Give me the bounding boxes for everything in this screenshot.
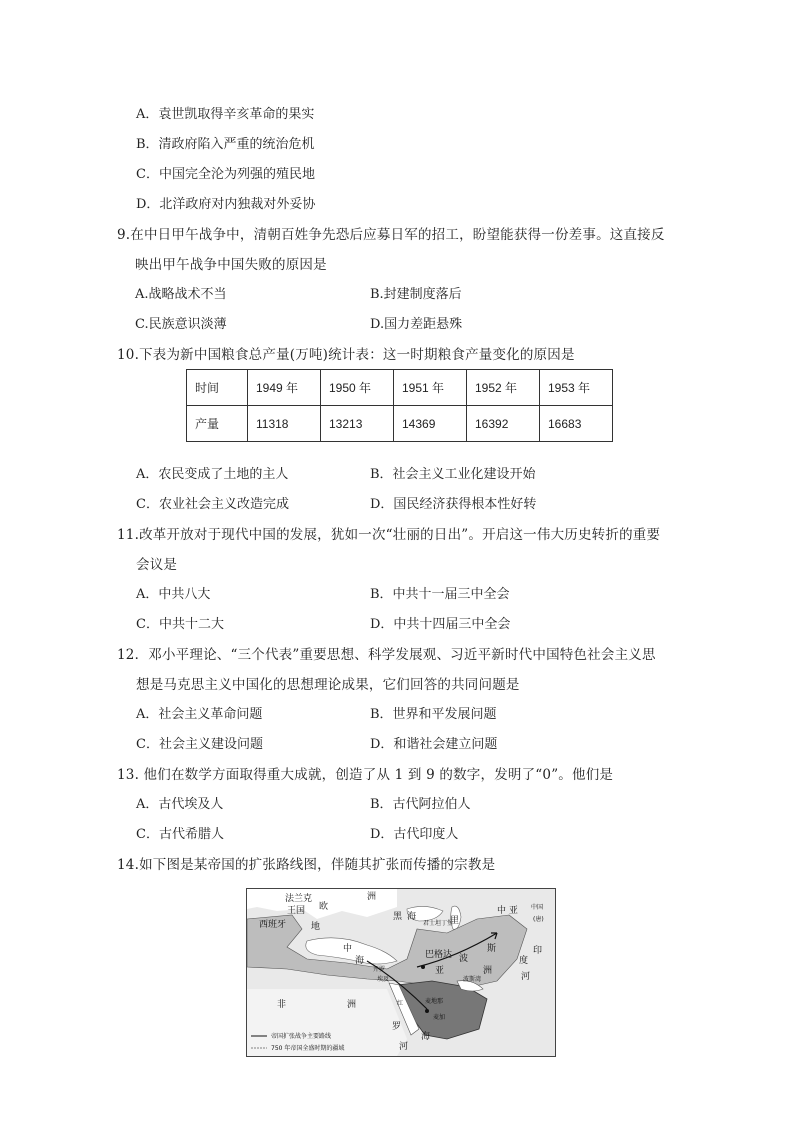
map-label: 河 [521,972,531,982]
empire-expansion-map [246,888,556,1057]
q12-option-a: A．社会主义革命问题 [136,707,263,722]
q10-option-b: B．社会主义工业化建设开始 [370,467,536,482]
q12-option-d: D．和谐社会建立问题 [370,737,498,752]
map-label: 麦加 [433,1014,446,1021]
q9-option-d: D.国力差距悬殊 [370,317,463,332]
map-label: 洲 [367,892,377,902]
map-label: 印 [533,946,543,956]
map-label: 海 [355,956,365,966]
table-cell: 11318 [248,406,321,442]
table-cell: 1953 年 [540,370,613,406]
q11-option-a: A．中共八大 [136,587,211,602]
map-label: 王国 [287,906,306,916]
q13-option-b: B．古代阿拉伯人 [370,797,471,812]
q13-option-d: D．古代印度人 [370,827,459,842]
q10-option-a: A．农民变成了土地的主人 [136,467,289,482]
map-label: 巴格达 [425,950,453,960]
q8-option-d: D．北洋政府对内独裁对外妥协 [136,197,316,212]
q10-stem: 10.下表为新中国粮食总产量(万吨)统计表：这一时期粮食产量变化的原因是 [117,347,575,363]
q12-stem-line1: 12．邓小平理论、“三个代表”重要思想、科学发展观、习近平新时代中国特色社会主义思 [117,647,656,663]
table-cell: 16683 [540,406,613,442]
q12-option-c: C．社会主义建设问题 [136,737,263,752]
map-label: 西班牙 [259,920,287,930]
q12-option-b: B．世界和平发展问题 [370,707,497,722]
table-cell: 1952 年 [467,370,540,406]
table-cell: 1951 年 [394,370,467,406]
map-label: 罗 [392,1022,402,1032]
q10-option-c: C．农业社会主义改造完成 [136,497,289,512]
legend-area-label: 750 年帝国全盛时期的疆域 [271,1045,345,1052]
q9-option-c: C.民族意识淡薄 [135,317,227,332]
mecca-dot [425,1009,429,1013]
map-label: 地 [311,922,321,932]
q14-stem: 14.如下图是某帝国的扩张路线图，伴随其扩张而传播的宗教是 [117,857,496,873]
map-label: 海 [407,912,417,922]
table-cell: 14369 [394,406,467,442]
q12-stem-line2: 想是马克思主义中国化的思想理论成果，它们回答的共同问题是 [136,677,520,693]
q11-stem-line1: 11.改革开放对于现代中国的发展，犹如一次“壮丽的日出”。开启这一伟大历史转折的重要 [117,527,661,543]
map-label: 斯 [487,944,497,954]
q13-option-a: A．古代埃及人 [136,797,224,812]
legend-route-label: 帝国扩张战争主要路线 [271,1033,332,1040]
baghdad-dot [421,965,425,969]
table-row [187,406,613,442]
map-label: 黑 [393,912,403,922]
map-label: (唐) [533,916,544,923]
q11-option-d: D．中共十四届三中全会 [370,617,511,632]
map-label: 欧 [319,902,329,912]
q9-stem-line1: 9.在中日甲午战争中，清朝百姓争先恐后应募日军的招工，盼望能获得一份差事。这直接反 [117,227,665,243]
table-cell: 产量 [187,406,248,442]
map-label: 君士坦丁堡 [423,920,454,927]
q10-option-d: D．国民经济获得根本性好转 [370,497,537,512]
map-label: 红 [397,1000,404,1007]
q13-option-c: C．古代希腊人 [136,827,224,842]
map-label: 河 [399,1042,409,1052]
q8-option-a: A．袁世凯取得辛亥革命的果实 [136,107,315,122]
map-label: 麦地那 [425,998,444,1005]
map-label: 中国 [531,904,544,911]
map-label: 开罗 [373,966,386,973]
table-cell: 13213 [321,406,394,442]
map-label: 里 [450,916,460,926]
table-cell: 1949 年 [248,370,321,406]
map-label: 波斯湾 [463,976,482,983]
map-label: 法兰克 [285,894,313,904]
q8-option-b: B．清政府陷入严重的统治危机 [136,137,315,152]
map-graphic [247,889,555,1056]
table-cell: 16392 [467,406,540,442]
map-label: 非 [277,1000,287,1010]
map-label: 洲 [483,966,493,976]
map-label: 洲 [347,1000,357,1010]
table-cell: 1950 年 [321,370,394,406]
q11-option-b: B．中共十一届三中全会 [370,587,510,602]
map-label: 波 [459,954,469,964]
map-label: 中 [343,944,353,954]
map-label: 度 [519,956,529,966]
table-row [187,370,613,406]
q8-option-c: C．中国完全沦为列强的殖民地 [136,167,315,182]
map-label: 亚 [435,966,445,976]
q9-stem-line2: 映出甲午战争中国失败的原因是 [135,257,327,273]
grain-output-table [186,369,613,442]
q13-stem: 13. 他们在数学方面取得重大成就，创造了从 1 到 9 的数字，发明了“0”。他们是 [117,767,614,783]
q9-option-b: B.封建制度落后 [370,287,462,302]
table-cell: 时间 [187,370,248,406]
map-label: 埃及 [377,976,390,983]
q9-option-a: A.战略战术不当 [135,287,227,302]
map-label: 海 [421,1032,431,1042]
q11-option-c: C．中共十二大 [136,617,224,632]
map-label: 中 亚 [497,906,518,916]
q11-stem-line2: 会议是 [136,557,178,573]
